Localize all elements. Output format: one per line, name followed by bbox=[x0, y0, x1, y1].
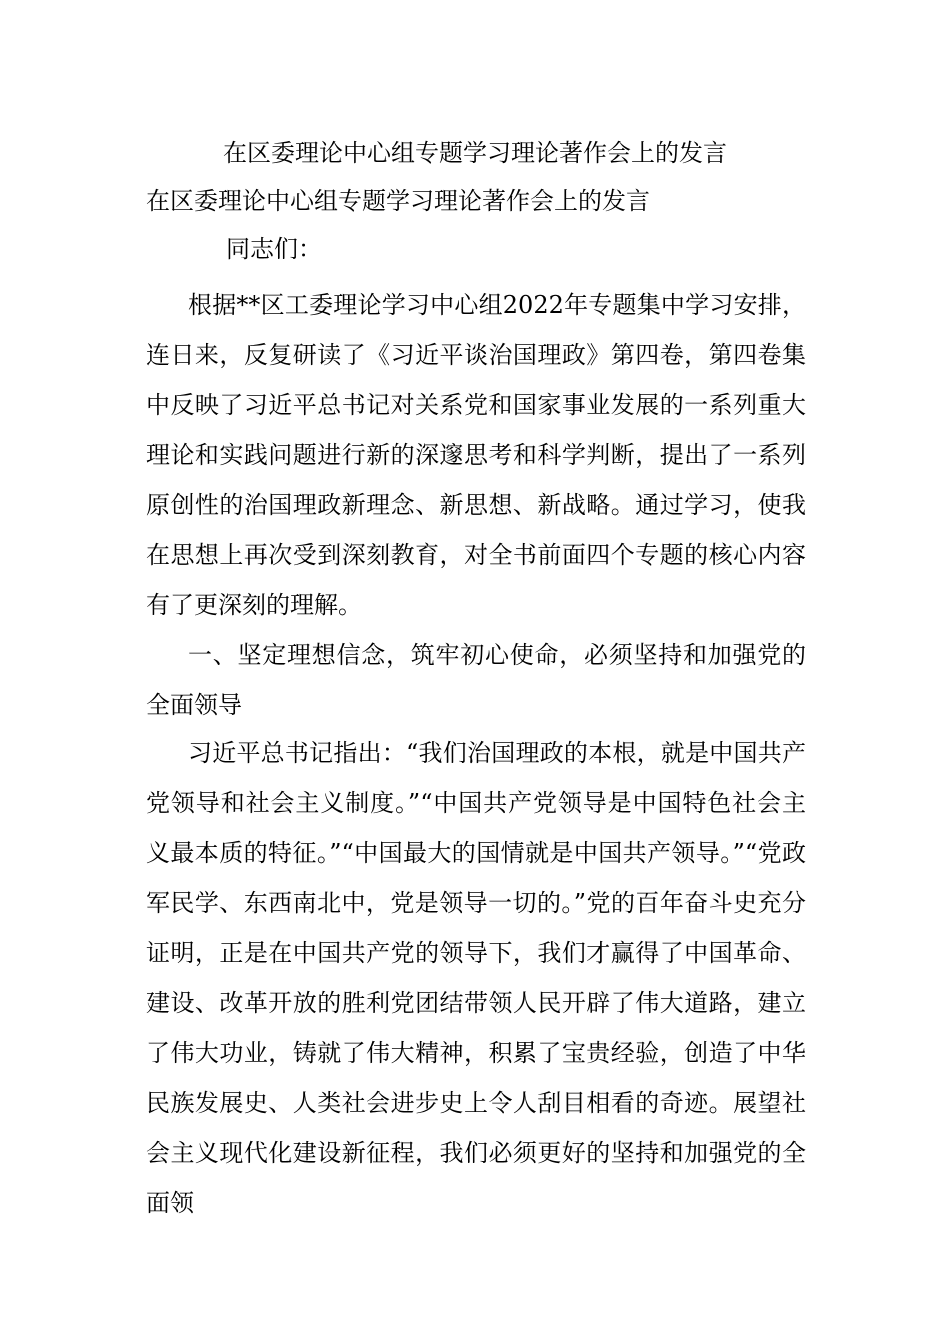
document-title: 在区委理论中心组专题学习理论著作会上的发言 bbox=[223, 139, 727, 167]
paragraph-intro: 根据**区工委理论学习中心组2022年专题集中学习安排，连日来，反复研读了《习近平谈治国理政》第四卷，第四卷集中反映了习近平总书记对关系党和国家事业发展的一系列重大理论和实践问题进行新的深邃思考和科学判断，提出了一系列原创性的治国理政新理念、新思想、新战略。通过学习，使我在思想上再次受到深刻教育，对全书前面四个专题的核心内容有了更深刻的理解。 bbox=[146, 291, 806, 619]
paragraph-section-1: 习近平总书记指出：“我们治国理政的本根，就是中国共产党领导和社会主义制度。”“中国共产党领导是中国特色社会主义最本质的特征。”“中国最大的国情就是中国共产领导。”“党政军民学、东西南北中，党是领导一切的。”党的百年奋斗史充分证明，正是在中国共产党的领导下，我们才赢得了中国革命、建设、改革开放的胜利党团结带领人民开辟了伟大道路，建立了伟大功业，铸就了伟大精神，积累了宝贵经验，创造了中华民族发展史、人类社会进步史上令人刮目相看的奇迹。展望社会主义现代化建设新征程，我们必须更好的坚持和加强党的全面领 bbox=[146, 739, 806, 1217]
salutation: 同志们： bbox=[226, 235, 322, 263]
document-title-repeated: 在区委理论中心组专题学习理论著作会上的发言 bbox=[146, 187, 650, 215]
section-heading-1: 一、坚定理想信念，筑牢初心使命，必须坚持和加强党的全面领导 bbox=[146, 641, 806, 719]
